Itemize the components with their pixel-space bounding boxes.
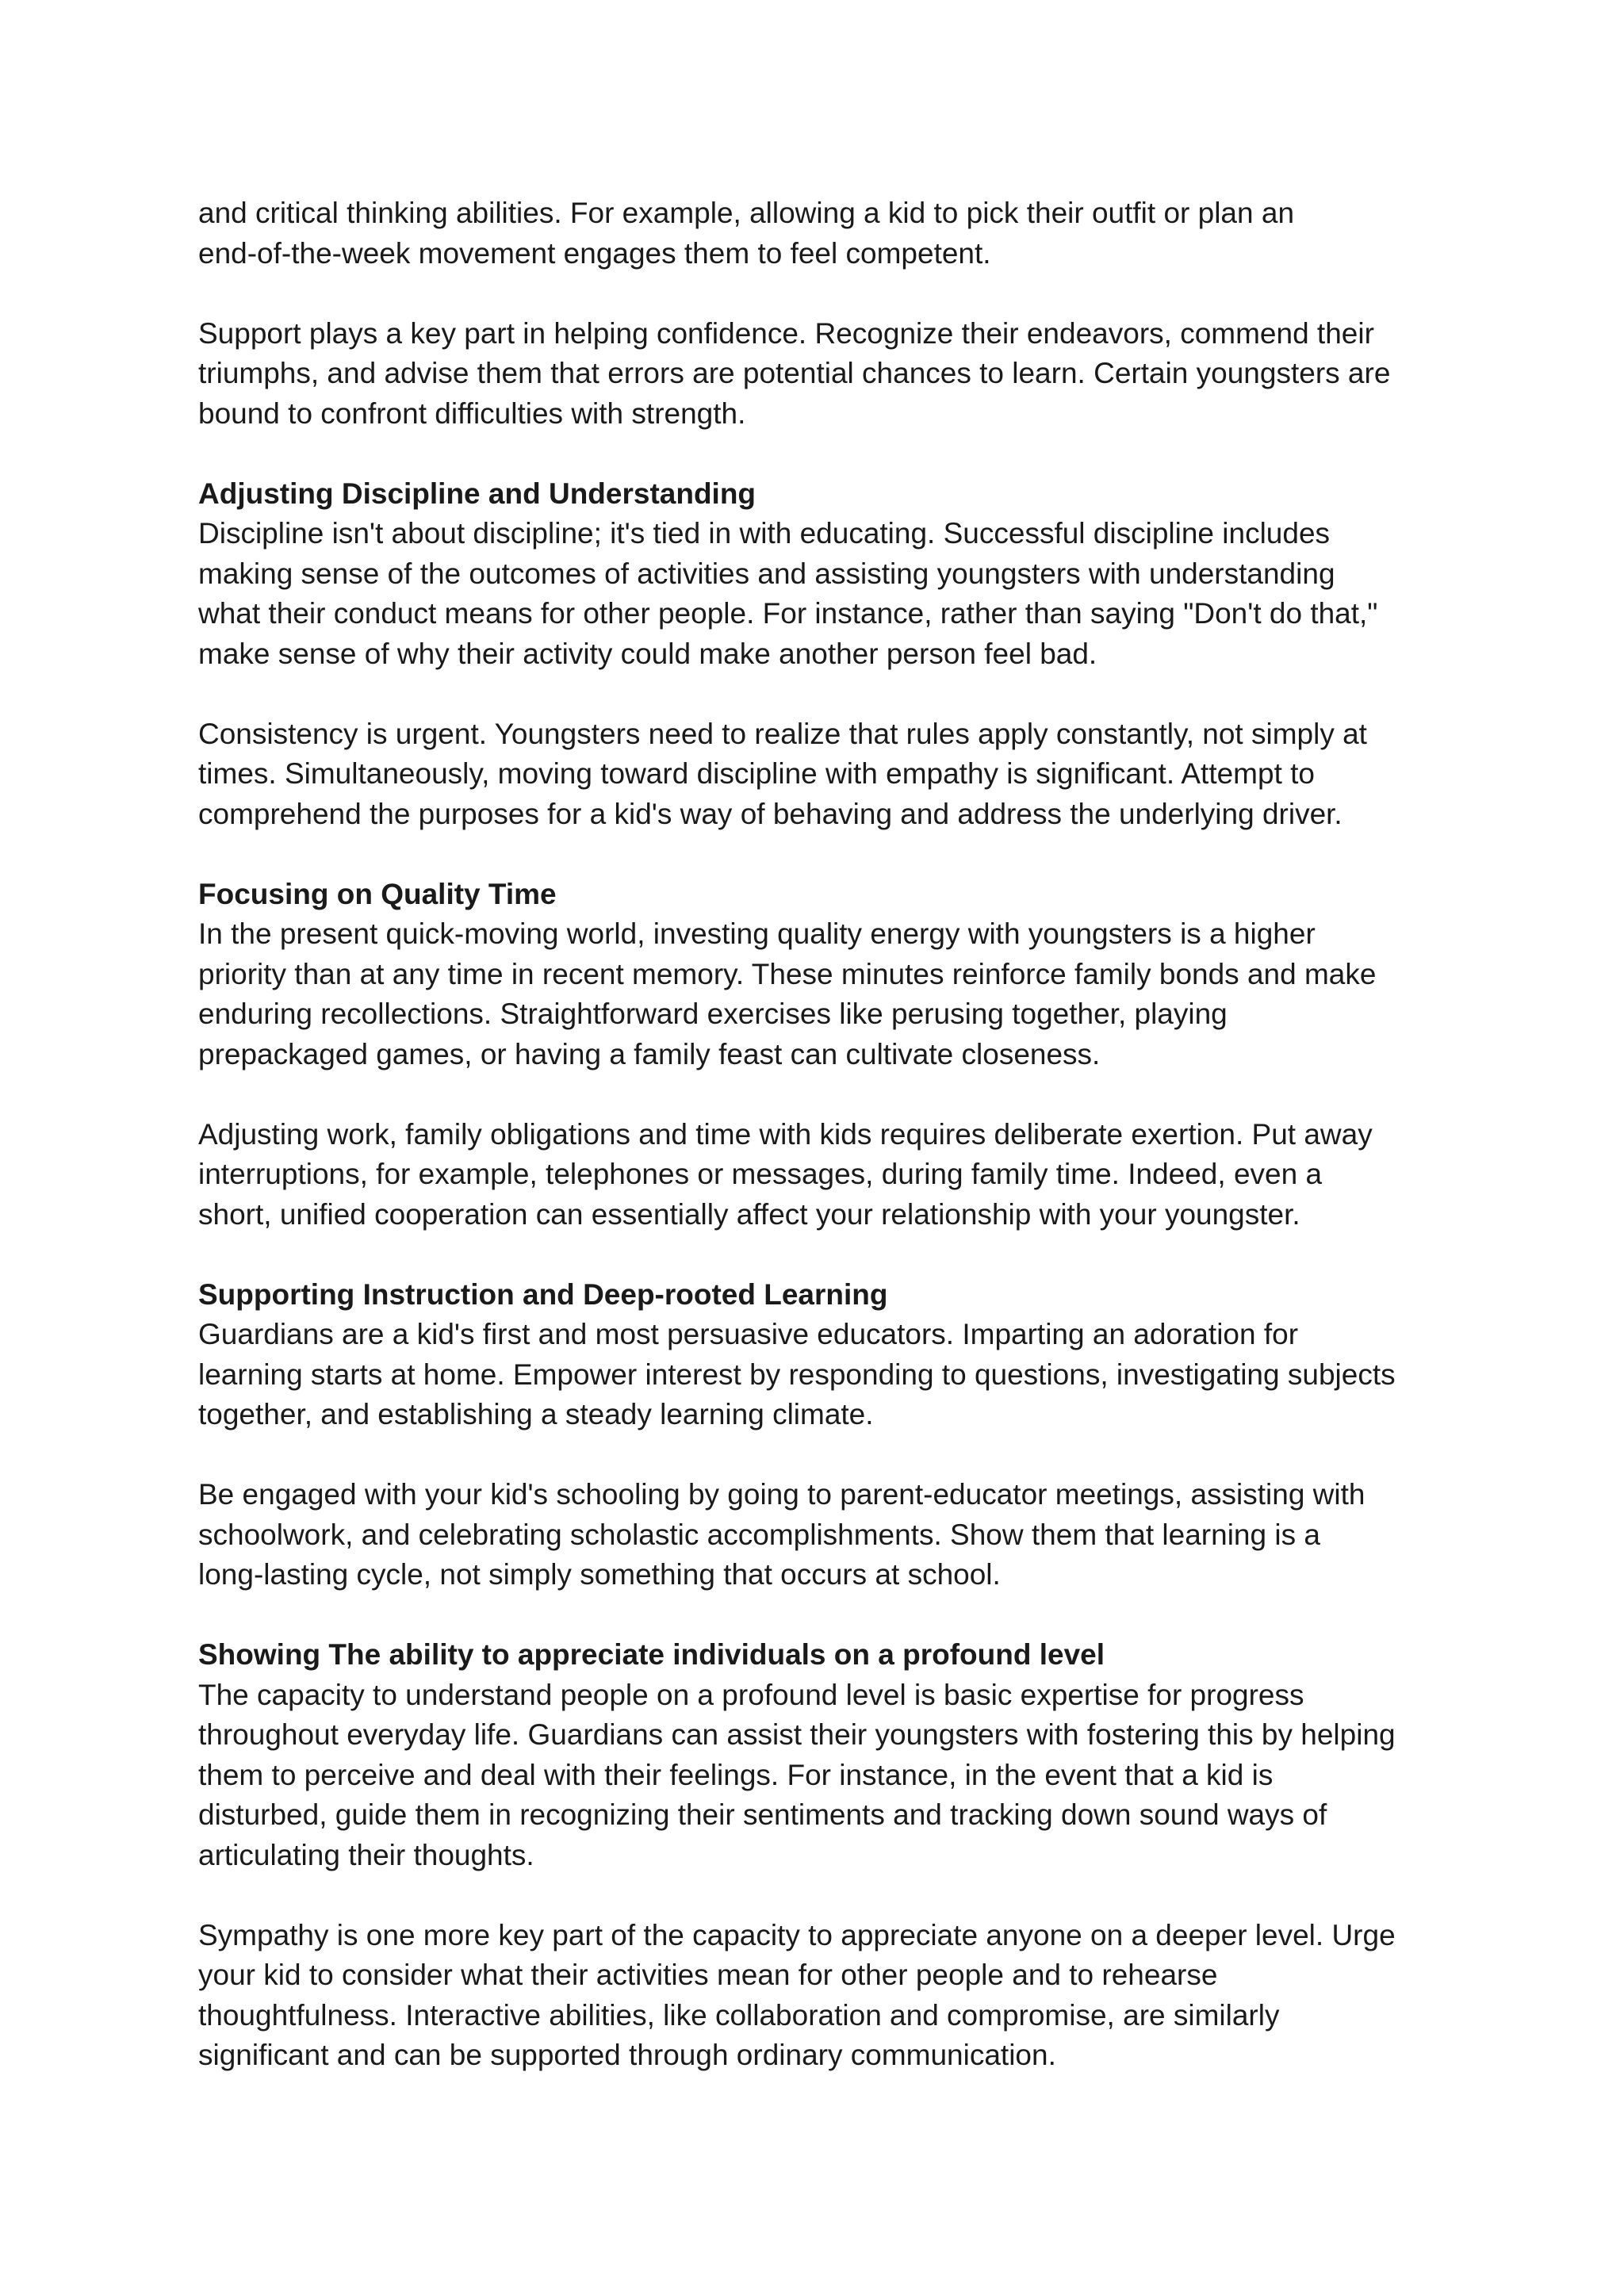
section-emotional-intelligence [198, 1635, 1451, 1875]
text-line: Consistency is urgent. Youngsters need to realize that rules apply constantly, not simply at [198, 717, 1367, 750]
text-line: Be engaged with your kid's schooling by going to parent-educator meetings, assisting with [198, 1478, 1365, 1511]
section-heading: Adjusting Discipline and Understanding [198, 477, 756, 510]
text-line: and critical thinking abilities. For example, allowing a kid to pick their outfit or plan an [198, 197, 1295, 229]
text-line: Guardians are a kid's first and most persuasive educators. Imparting an adoration for [198, 1318, 1299, 1350]
section-heading: Focusing on Quality Time [198, 877, 557, 910]
text-line: Support plays a key part in helping confidence. Recognize their endeavors, commend their [198, 316, 1374, 350]
text-line: Discipline isn't about discipline; it's tied in with educating. Successful discipline includes [198, 517, 1331, 550]
text-line: articulating their thoughts. [198, 1838, 534, 1871]
text-line: throughout everyday life. Guardians can assist their youngsters with fostering this by helping [198, 1718, 1396, 1751]
document-page [198, 193, 1451, 2116]
section-quality-time [198, 875, 1451, 1075]
text-line: bound to confront difficulties with strength. [198, 396, 746, 430]
text-line: short, unified cooperation can essentially affect your relationship with your youngster. [198, 1197, 1300, 1231]
text-line: prepackaged games, or having a family feast can cultivate closeness. [198, 1037, 1101, 1070]
text-line: schoolwork, and celebrating scholastic accomplishments. Show them that learning is a [198, 1518, 1320, 1551]
text-line: enduring recollections. Straightforward exercises like perusing together, playing [198, 998, 1228, 1030]
paragraph [198, 714, 1451, 835]
text-line: together, and establishing a steady learning climate. [198, 1398, 874, 1430]
paragraph [198, 1115, 1451, 1235]
text-line: your kid to consider what their activities mean for other people and to rehearse [198, 1959, 1218, 1991]
text-line: times. Simultaneously, moving toward discipline with empathy is significant. Attempt to [198, 757, 1315, 790]
text-line: Sympathy is one more key part of the capacity to appreciate anyone on a deeper level. Urge [198, 1918, 1396, 1951]
text-line: them to perceive and deal with their feelings. For instance, in the event that a kid is [198, 1758, 1274, 1791]
text-line: comprehend the purposes for a kid's way of behaving and address the underlying driver. [198, 797, 1342, 830]
text-line: making sense of the outcomes of activities and assisting youngsters with understanding [198, 557, 1335, 590]
text-line: long-lasting cycle, not simply something that occurs at school. [198, 1558, 1001, 1591]
text-line: Adjusting work, family obligations and time with kids requires deliberate exertion. Put away [198, 1117, 1373, 1151]
paragraph [198, 314, 1451, 435]
section-heading: Supporting Instruction and Deep-rooted Learning [198, 1277, 888, 1311]
text-line: what their conduct means for other people. For instance, rather than saying "Don't do that," [198, 597, 1378, 630]
section-learning [198, 1275, 1451, 1435]
paragraph [198, 193, 1451, 274]
text-line: disturbed, guide them in recognizing their sentiments and tracking down sound ways of [198, 1798, 1327, 1831]
text-line: triumphs, and advise them that errors are potential chances to learn. Certain youngsters are [198, 357, 1391, 389]
text-line: end-of-the-week movement engages them to feel competent. [198, 236, 991, 270]
text-line: learning starts at home. Empower interest by responding to questions, investigating subjects [198, 1358, 1396, 1391]
paragraph [198, 1916, 1451, 2076]
text-line: The capacity to understand people on a profound level is basic expertise for progress [198, 1678, 1304, 1711]
section-heading: Showing The ability to appreciate individuals on a profound level [198, 1638, 1105, 1671]
text-line: make sense of why their activity could make another person feel bad. [198, 637, 1097, 670]
section-discipline [198, 474, 1451, 675]
text-line: interruptions, for example, telephones or messages, during family time. Indeed, even a [198, 1158, 1323, 1190]
text-line: priority than at any time in recent memory. These minutes reinforce family bonds and make [198, 957, 1377, 990]
text-line: thoughtfulness. Interactive abilities, like collaboration and compromise, are similarly [198, 1998, 1280, 2032]
paragraph [198, 1475, 1451, 1595]
text-line: significant and can be supported through ordinary communication. [198, 2039, 1056, 2071]
text-line: In the present quick-moving world, investing quality energy with youngsters is a higher [198, 917, 1316, 950]
